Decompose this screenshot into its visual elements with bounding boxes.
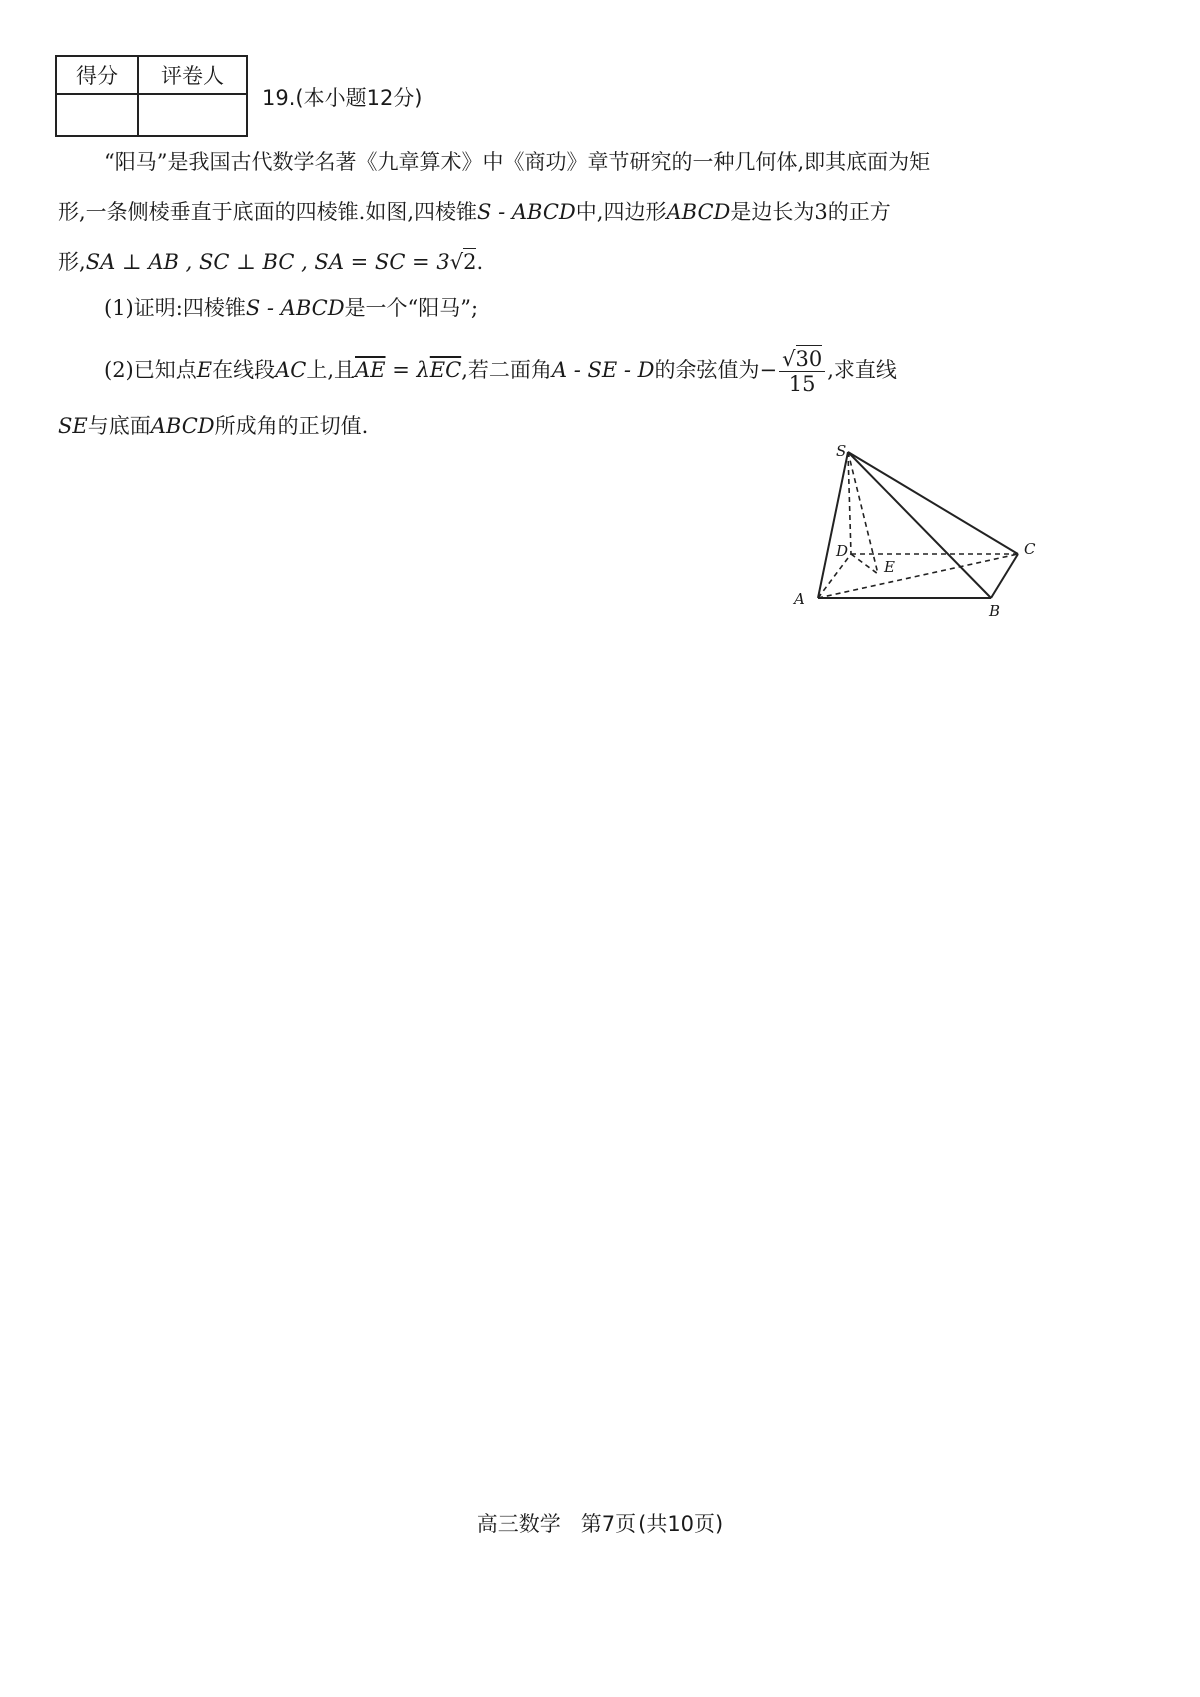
intro-line-2-text-a: 形,一条侧棱垂直于底面的四棱锥.如图,四棱锥 [58,200,478,224]
base-abcd: ABCD [150,414,215,438]
pyramid-name: S - ABCD [477,200,576,224]
part-1-text-b: 是一个“阳马”; [344,296,479,320]
part-2-text-f: ,求直线 [827,358,897,382]
part-3-text-a: 与底面 [87,414,151,438]
cosine-fraction [779,347,825,396]
period: . [476,250,484,274]
intro-line-2 [58,202,1048,223]
part-2-text-a: (2)已知点 [104,358,197,382]
label-d: D [836,542,849,560]
label-b: B [989,602,1001,618]
score-table [55,55,248,137]
part-2-continued [58,416,1048,437]
diagonal-ac [818,554,1018,598]
footer-total: (共10页) [638,1512,724,1536]
conditions: SA ⊥ AB , SC ⊥ BC , SA = SC = 3 [85,250,450,274]
vector-ae: $\overline{AE}$ [355,358,386,382]
question-header: 19.(本小题12分) [262,86,423,110]
label-s: S [836,442,847,460]
grader-cell [138,94,247,136]
grader-label: 评卷人 [138,56,247,94]
part-1-pyramid: S - ABCD [245,296,345,320]
vector-ec: $\overline{EC}$ [429,358,462,382]
edge-sd [848,452,851,554]
fraction-denominator: 15 [788,372,816,396]
pyramid-diagram [786,438,1056,618]
edge-sa [818,452,848,598]
part-2-text-b: 在线段 [212,358,276,382]
intro-line-2-text-c: 是边长为3的正方 [730,200,891,224]
part-2-text-c: 上,且 [306,358,356,382]
label-e: E [884,558,895,576]
segment-ac: AC [275,358,307,382]
point-e: E [196,358,213,382]
lambda-eq: = λ [385,358,430,382]
fraction-numerator: √30 [779,347,825,372]
part-3-text-b: 所成角的正切值. [214,414,369,438]
label-a: A [794,590,805,608]
quad-name: ABCD [666,200,731,224]
intro-line-3-text: 形, [58,250,86,274]
intro-line-3 [58,252,1048,273]
score-label: 得分 [56,56,138,94]
edge-bc [991,554,1018,598]
pyramid-figure [786,438,1056,618]
sqrt-sign: √ [449,250,464,274]
footer-page: 第7页 [580,1512,637,1536]
label-c: C [1024,540,1036,558]
footer-subject: 高三数学 [476,1512,561,1536]
dihedral-angle: A - SE - D [551,358,655,382]
score-cell [56,94,138,136]
page-footer [0,1508,1200,1538]
intro-line-2-text-b: 中,四边形 [575,200,667,224]
part-2-text-e: 的余弦值为− [654,358,778,382]
numerator-radicand: 30 [795,347,823,371]
part-1-text-a: (1)证明:四棱锥 [104,296,246,320]
part-2 [104,346,1094,396]
intro-line-1-text: “阳马”是我国古代数学名著《九章算术》中《商功》章节研究的一种几何体,即其底面为矩 [104,150,931,174]
part-2-text-d: ,若二面角 [461,358,552,382]
part-1 [104,298,1094,319]
intro-line-1 [104,152,1094,173]
radicand: 2 [463,250,477,274]
line-se: SE [58,414,88,438]
